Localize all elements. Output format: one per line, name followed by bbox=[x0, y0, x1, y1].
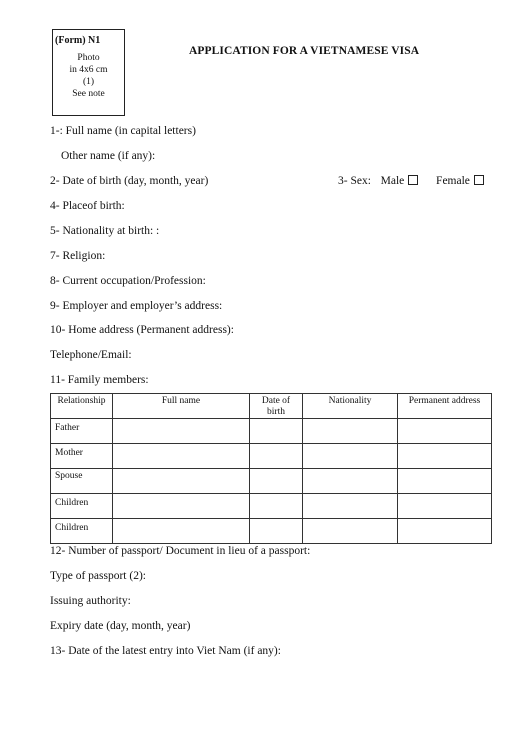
column-header-date-of-birth: Date of birth bbox=[250, 394, 303, 419]
male-checkbox[interactable] bbox=[408, 175, 418, 185]
permanent-address-cell[interactable] bbox=[398, 444, 492, 469]
relationship-cell: Children bbox=[51, 519, 113, 544]
occupation-label: 8- Current occupation/Profession: bbox=[50, 275, 206, 287]
photo-box bbox=[52, 29, 125, 116]
expiry-date-label: Expiry date (day, month, year) bbox=[50, 620, 191, 632]
relationship-cell: Mother bbox=[51, 444, 113, 469]
photo-instructions bbox=[53, 52, 124, 100]
home-address-label: 10- Home address (Permanent address): bbox=[50, 324, 234, 336]
column-header-full-name: Full name bbox=[113, 394, 250, 419]
male-label: Male bbox=[380, 175, 405, 187]
form-code: (Form) N1 bbox=[55, 35, 101, 46]
table-row bbox=[51, 494, 492, 519]
nationality-at-birth-label: 5- Nationality at birth: : bbox=[50, 225, 160, 237]
latest-entry-label: 13- Date of the latest entry into Viet Nam (if any): bbox=[50, 645, 281, 657]
relationship-cell: Children bbox=[51, 494, 113, 519]
female-label: Female bbox=[436, 175, 470, 187]
nationality-cell[interactable] bbox=[303, 519, 398, 544]
photo-line: See note bbox=[72, 89, 105, 99]
photo-line: (1) bbox=[82, 77, 95, 87]
date-of-birth-label: 2- Date of birth (day, month, year) bbox=[50, 175, 209, 187]
full-name-label: 1-: Full name (in capital letters) bbox=[50, 125, 196, 137]
table-header-row bbox=[51, 394, 492, 419]
full-name-cell[interactable] bbox=[113, 419, 250, 444]
religion-label: 7- Religion: bbox=[50, 250, 106, 262]
full-name-cell[interactable] bbox=[113, 469, 250, 494]
nationality-cell[interactable] bbox=[303, 494, 398, 519]
family-members-label: 11- Family members: bbox=[50, 374, 149, 386]
passport-number-label: 12- Number of passport/ Document in lieu of a passport: bbox=[50, 545, 311, 557]
full-name-cell[interactable] bbox=[113, 494, 250, 519]
nationality-cell[interactable] bbox=[303, 444, 398, 469]
table-row bbox=[51, 519, 492, 544]
place-of-birth-label: 4- Placeof birth: bbox=[50, 200, 125, 212]
family-members-table bbox=[50, 393, 492, 544]
employer-label: 9- Employer and employer’s address: bbox=[50, 300, 223, 312]
date-of-birth-cell[interactable] bbox=[250, 469, 303, 494]
column-header-nationality: Nationality bbox=[303, 394, 398, 419]
form-title: APPLICATION FOR A VIETNAMESE VISA bbox=[189, 45, 420, 57]
table-row bbox=[51, 419, 492, 444]
permanent-address-cell[interactable] bbox=[398, 419, 492, 444]
permanent-address-cell[interactable] bbox=[398, 519, 492, 544]
relationship-cell: Father bbox=[51, 419, 113, 444]
column-header-relationship: Relationship bbox=[51, 394, 113, 419]
photo-line: Photo bbox=[77, 53, 100, 63]
full-name-cell[interactable] bbox=[113, 444, 250, 469]
date-of-birth-cell[interactable] bbox=[250, 419, 303, 444]
female-checkbox[interactable] bbox=[474, 175, 484, 185]
telephone-email-label: Telephone/Email: bbox=[50, 349, 132, 361]
relationship-cell: Spouse bbox=[51, 469, 113, 494]
full-name-cell[interactable] bbox=[113, 519, 250, 544]
nationality-cell[interactable] bbox=[303, 419, 398, 444]
sex-label: 3- Sex: bbox=[338, 175, 371, 187]
table-row bbox=[51, 444, 492, 469]
nationality-cell[interactable] bbox=[303, 469, 398, 494]
date-of-birth-cell[interactable] bbox=[250, 519, 303, 544]
passport-type-label: Type of passport (2): bbox=[50, 570, 146, 582]
column-header-permanent-address: Permanent address bbox=[398, 394, 492, 419]
permanent-address-cell[interactable] bbox=[398, 469, 492, 494]
date-of-birth-cell[interactable] bbox=[250, 494, 303, 519]
table-row bbox=[51, 469, 492, 494]
permanent-address-cell[interactable] bbox=[398, 494, 492, 519]
date-of-birth-cell[interactable] bbox=[250, 444, 303, 469]
issuing-authority-label: Issuing authority: bbox=[50, 595, 131, 607]
sex-field bbox=[338, 175, 484, 187]
photo-line: in 4x6 cm bbox=[69, 65, 108, 75]
other-name-label: Other name (if any): bbox=[61, 150, 156, 162]
